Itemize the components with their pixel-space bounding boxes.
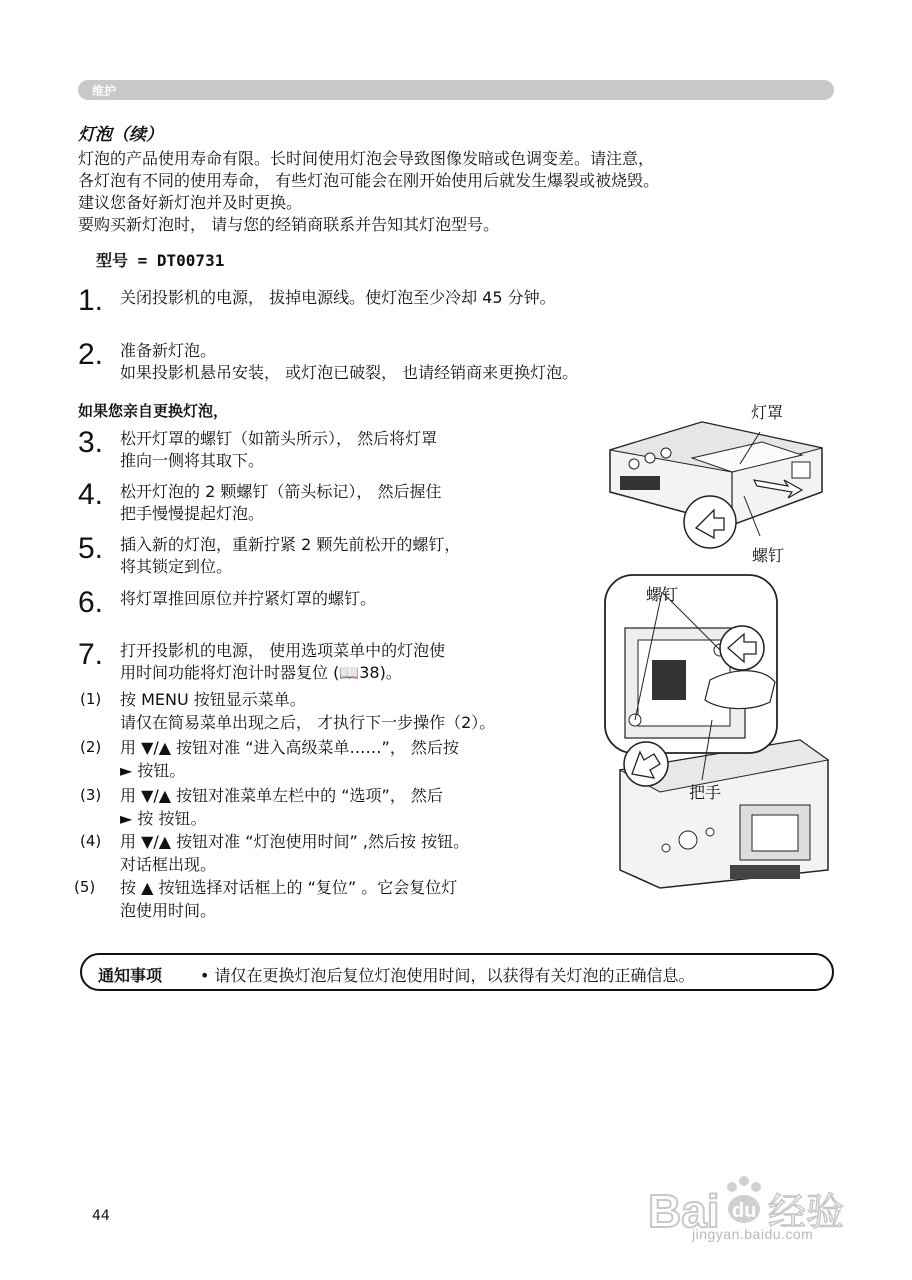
sub-step-text: 请仅在简易菜单出现之后， 才执行下一步操作（2）。 xyxy=(120,713,496,732)
sub-step-number: (5) xyxy=(74,878,96,896)
step-text: 打开投影机的电源， 使用选项菜单中的灯泡使 xyxy=(120,641,446,660)
sub-step-text: 按 MENU 按钮显示菜单。 xyxy=(120,690,306,709)
sub-step-text: 用 ▼/▲ 按钮对准菜单左栏中的 “选项”， 然后 xyxy=(120,786,443,805)
step-text: 将其锁定到位。 xyxy=(120,557,233,576)
step-number: 7. xyxy=(78,638,104,671)
sub-step-text: ► 按 按钮。 xyxy=(120,809,207,828)
sub-step-number: (4) xyxy=(80,832,102,850)
step-text: 插入新的灯泡，重新拧紧 2 颗先前松开的螺钉， xyxy=(120,535,461,554)
notice-text: • 请仅在更换灯泡后复位灯泡使用时间，以获得有关灯泡的正确信息。 xyxy=(200,966,695,985)
page-heading: 灯泡（续） xyxy=(78,125,163,145)
intro-line: 各灯泡有不同的使用寿命， 有些灯泡可能会在刚开始使用后就发生爆裂或被烧毁。 xyxy=(78,171,660,190)
intro-line: 建议您备好新灯泡并及时更换。 xyxy=(78,193,303,212)
step-text: 把手慢慢提起灯泡。 xyxy=(120,504,265,523)
svg-text:经验: 经验 xyxy=(768,1190,845,1234)
sub-step-text: 对话框出现。 xyxy=(120,855,217,874)
handle-label: 把手 xyxy=(689,783,722,802)
svg-text:Bai: Bai xyxy=(648,1185,720,1237)
screw-label-bottom: 螺钉 xyxy=(646,585,679,604)
step-number: 5. xyxy=(78,532,104,565)
step-number: 1. xyxy=(78,284,104,317)
sub-step-text: 用 ▼/▲ 按钮对准 “灯泡使用时间” ,然后按 按钮。 xyxy=(120,832,470,851)
lamp-cover-label: 灯罩 xyxy=(751,403,784,422)
step-number: 4. xyxy=(78,478,104,511)
section-label: 维护 xyxy=(92,84,117,98)
lamp-replacement-illustration xyxy=(600,570,830,890)
step-number: 3. xyxy=(78,426,104,459)
step-text: 关闭投影机的电源， 拔掉电源线。使灯泡至少冷却 45 分钟。 xyxy=(120,288,556,307)
notice-box xyxy=(80,953,834,991)
sub-step-text: 按 ▲ 按钮选择对话框上的 “复位” 。它会复位灯 xyxy=(120,878,458,897)
sub-step-number: (3) xyxy=(80,786,102,804)
notice-label: 通知事项 xyxy=(98,966,163,985)
step-text: 松开灯罩的螺钉（如箭头所示）， 然后将灯罩 xyxy=(120,429,438,448)
sub-step-text: 泡使用时间。 xyxy=(120,901,217,920)
step-text: 如果投影机悬吊安装， 或灯泡已破裂， 也请经销商来更换灯泡。 xyxy=(120,363,579,382)
self-replace-heading: 如果您亲自更换灯泡， xyxy=(78,402,229,420)
svg-text:du: du xyxy=(732,1200,757,1222)
sub-step-number: (2) xyxy=(80,738,102,756)
intro-line: 要购买新灯泡时， 请与您的经销商联系并告知其灯泡型号。 xyxy=(78,215,500,234)
step-number: 6. xyxy=(78,586,104,619)
projector-lamp-cover-illustration xyxy=(592,400,832,560)
step-text: 准备新灯泡。 xyxy=(120,341,217,360)
page-number: 44 xyxy=(92,1208,110,1224)
step-text: 用时间功能将灯泡计时器复位 (📖38)。 xyxy=(120,663,402,682)
step-text: 将灯罩推回原位并拧紧灯罩的螺钉。 xyxy=(120,589,377,608)
intro-line: 灯泡的产品使用寿命有限。长时间使用灯泡会导致图像发暗或色调变差。请注意， xyxy=(78,149,655,168)
sub-step-text: 用 ▼/▲ 按钮对准 “进入高级菜单……”， 然后按 xyxy=(120,738,459,757)
lamp-model: 型号 = DT00731 xyxy=(96,251,225,270)
section-bar xyxy=(78,80,834,100)
sub-step-number: (1) xyxy=(80,690,102,708)
sub-step-text: ► 按钮。 xyxy=(120,761,186,780)
watermark-url: jingyan.baidu.com xyxy=(692,1226,814,1242)
step-text: 推向一侧将其取下。 xyxy=(120,451,265,470)
step-text: 松开灯泡的 2 颗螺钉（箭头标记）， 然后握住 xyxy=(120,482,442,501)
step-number: 2. xyxy=(78,338,104,371)
screw-label-top: 螺钉 xyxy=(752,546,785,565)
